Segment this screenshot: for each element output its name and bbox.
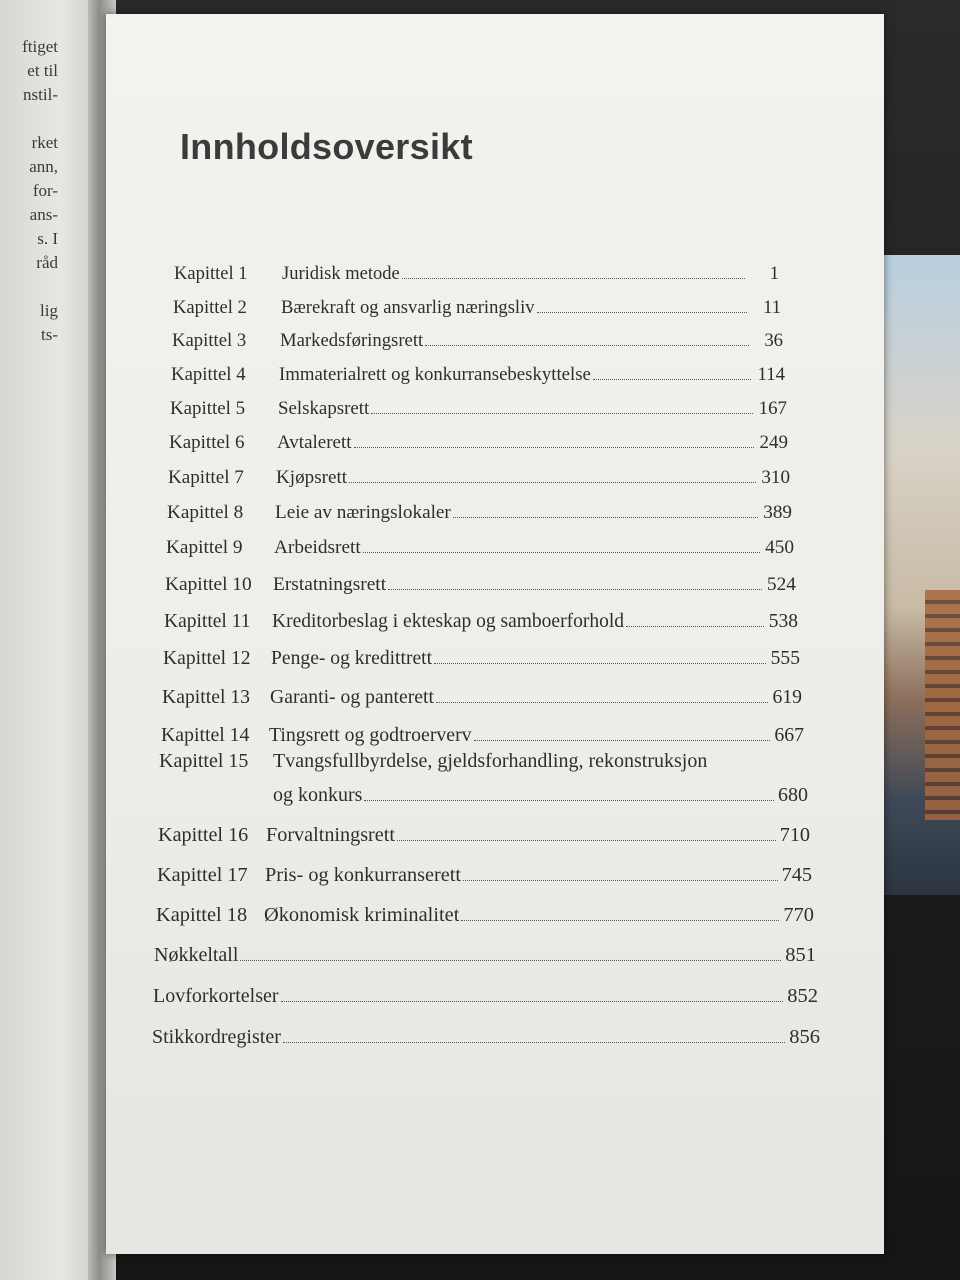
dot-leader <box>240 960 781 961</box>
dot-leader <box>463 880 778 881</box>
toc-chapter-label: Kapittel 8 <box>167 502 244 523</box>
left-page-line: nstil- <box>23 85 58 104</box>
toc-chapter-title: Kjøpsrett <box>276 467 348 488</box>
toc-chapter-label: Kapittel 16 <box>158 824 249 846</box>
toc-appendix-label: Stikkordregister <box>152 1026 281 1048</box>
dot-leader <box>402 278 745 279</box>
dot-leader <box>364 800 774 801</box>
toc-chapter-label: Kapittel 7 <box>168 467 244 488</box>
toc-page-number: 1 <box>769 264 779 284</box>
toc-page-number: 389 <box>763 502 792 523</box>
toc-appendix-label: Lovforkortelser <box>153 985 279 1007</box>
toc-chapter-label: Kapittel 3 <box>172 330 247 351</box>
toc-row[interactable] <box>157 864 812 887</box>
toc-page-number: 856 <box>789 1026 820 1048</box>
left-page-line <box>0 275 58 299</box>
toc-chapter-label: Kapittel 11 <box>164 611 251 632</box>
toc-chapter-label: Kapittel 6 <box>169 432 245 453</box>
left-page-text <box>0 35 58 347</box>
toc-appendix-row[interactable] <box>154 944 816 967</box>
toc-chapter-title: Leie av næringslokaler <box>275 502 451 523</box>
contents-page <box>106 14 884 1254</box>
dot-leader <box>453 517 758 518</box>
dot-leader <box>363 552 760 553</box>
toc-page-number: 167 <box>758 398 787 419</box>
toc-chapter-label: Kapittel 14 <box>161 724 250 746</box>
toc-chapter-title: Garanti- og panterett <box>270 686 434 708</box>
dot-leader <box>626 626 764 627</box>
toc-chapter-label: Kapittel 13 <box>162 686 251 708</box>
toc-chapter-label: Kapittel 17 <box>157 864 248 886</box>
toc-page-number: 852 <box>787 985 818 1007</box>
toc-row[interactable] <box>165 574 796 596</box>
toc-appendix-row[interactable] <box>152 1026 820 1049</box>
left-page <box>0 0 100 1280</box>
toc-chapter-label: Kapittel 4 <box>171 364 246 385</box>
toc-chapter-title: Kreditorbeslag i ekteskap og samboerforhold <box>272 611 624 632</box>
dot-leader <box>388 589 762 590</box>
toc-row[interactable] <box>171 364 785 386</box>
toc-chapter-label: Kapittel 18 <box>156 904 248 926</box>
toc-chapter-label: Kapittel 9 <box>166 537 243 558</box>
dot-leader <box>281 1001 784 1002</box>
left-page-line: lig <box>40 301 58 320</box>
toc-page-number: 619 <box>772 686 802 708</box>
toc-row[interactable] <box>174 264 779 285</box>
dot-leader <box>593 379 751 380</box>
dot-leader <box>537 312 747 313</box>
toc-chapter-title: Juridisk metode <box>282 264 400 284</box>
left-page-line: ts- <box>41 325 58 344</box>
toc-page-number: 667 <box>774 724 804 746</box>
toc-chapter-title: Erstatningsrett <box>273 574 387 595</box>
toc-title-line1: Tvangsfullbyrdelse, gjeldsforhandling, rekonstruksjon <box>273 750 708 772</box>
toc-chapter-label: Kapittel 12 <box>163 648 251 669</box>
toc-chapter-title: Pris- og konkurranserett <box>265 864 462 886</box>
toc-page-number: 450 <box>765 537 794 558</box>
toc-page-number: 524 <box>766 574 796 595</box>
dot-leader <box>434 663 766 664</box>
toc-row[interactable] <box>159 784 808 807</box>
toc-row[interactable] <box>173 297 781 319</box>
toc-page-number: 538 <box>768 611 798 632</box>
toc-row[interactable] <box>167 502 792 524</box>
toc-page-number: 745 <box>781 864 812 886</box>
dot-leader <box>425 345 749 346</box>
toc-page-number: 710 <box>779 824 810 846</box>
left-page-line: rket <box>31 133 58 152</box>
toc-page-number: 249 <box>759 432 788 453</box>
toc-chapter-label: Kapittel 1 <box>174 264 248 284</box>
left-page-line: et til <box>27 61 58 80</box>
toc-row[interactable] <box>166 537 794 559</box>
toc-chapter-title: Tingsrett og godtroerverv <box>269 724 472 746</box>
toc-chapter-title: Immaterialrett og konkurransebeskyttelse <box>279 364 591 385</box>
dot-leader <box>354 447 754 448</box>
toc-chapter-label: Kapittel 15 <box>159 750 249 772</box>
toc-row[interactable] <box>170 398 787 420</box>
dot-leader <box>474 740 770 741</box>
toc-row[interactable] <box>156 904 814 927</box>
left-page-line: s. I <box>37 229 58 248</box>
toc-chapter-title: Penge- og kredittrett <box>271 648 433 669</box>
dot-leader <box>283 1042 785 1043</box>
toc-row[interactable] <box>169 432 788 454</box>
toc-chapter-title: Arbeidsrett <box>274 537 361 558</box>
toc-chapter-title: og konkurs <box>273 784 363 806</box>
left-page-line: ann, <box>29 157 58 176</box>
toc-chapter-title: Selskapsrett <box>278 398 370 419</box>
toc-chapter-title: Markedsføringsrett <box>280 330 424 351</box>
toc-row[interactable] <box>161 724 804 747</box>
toc-row[interactable] <box>164 611 798 633</box>
toc-chapter-label: Kapittel 2 <box>173 297 247 318</box>
toc-row[interactable] <box>163 648 800 670</box>
toc-chapter-label: Kapittel 5 <box>170 398 246 419</box>
toc-page-number: 680 <box>778 784 808 806</box>
toc-chapter-title: Økonomisk kriminalitet <box>264 904 460 926</box>
left-page-line <box>0 107 58 131</box>
toc-row[interactable] <box>168 467 790 489</box>
toc-appendix-label: Nøkkeltall <box>154 944 239 966</box>
left-page-line: ans- <box>29 205 58 224</box>
left-page-line: ftiget <box>22 37 58 56</box>
cover-building-image <box>925 590 960 820</box>
toc-page-number: 11 <box>763 297 781 318</box>
toc-chapter-title: Avtalerett <box>277 432 352 453</box>
toc-row[interactable] <box>172 330 783 352</box>
dot-leader <box>436 702 768 703</box>
dot-leader <box>397 840 776 841</box>
dot-leader <box>461 920 779 921</box>
toc-row[interactable] <box>162 686 802 709</box>
left-page-line: for- <box>32 181 58 200</box>
dot-leader <box>349 482 756 483</box>
toc-page-number: 310 <box>761 467 790 488</box>
toc-appendix-row[interactable] <box>153 985 818 1008</box>
page-title: Innholdsoversikt <box>180 126 473 167</box>
toc-chapter-title: Bærekraft og ansvarlig næringsliv <box>281 297 535 318</box>
toc-page-number: 555 <box>770 648 800 669</box>
left-page-line: råd <box>36 253 58 272</box>
toc-chapter-label: Kapittel 10 <box>165 574 252 595</box>
toc-row[interactable] <box>158 824 810 847</box>
toc-page-number: 851 <box>785 944 816 966</box>
toc-chapter-title: Forvaltningsrett <box>266 824 395 846</box>
toc-page-number: 770 <box>783 904 814 926</box>
toc-page-number: 114 <box>757 364 785 385</box>
toc-page-number: 36 <box>764 330 783 351</box>
dot-leader <box>371 413 753 414</box>
